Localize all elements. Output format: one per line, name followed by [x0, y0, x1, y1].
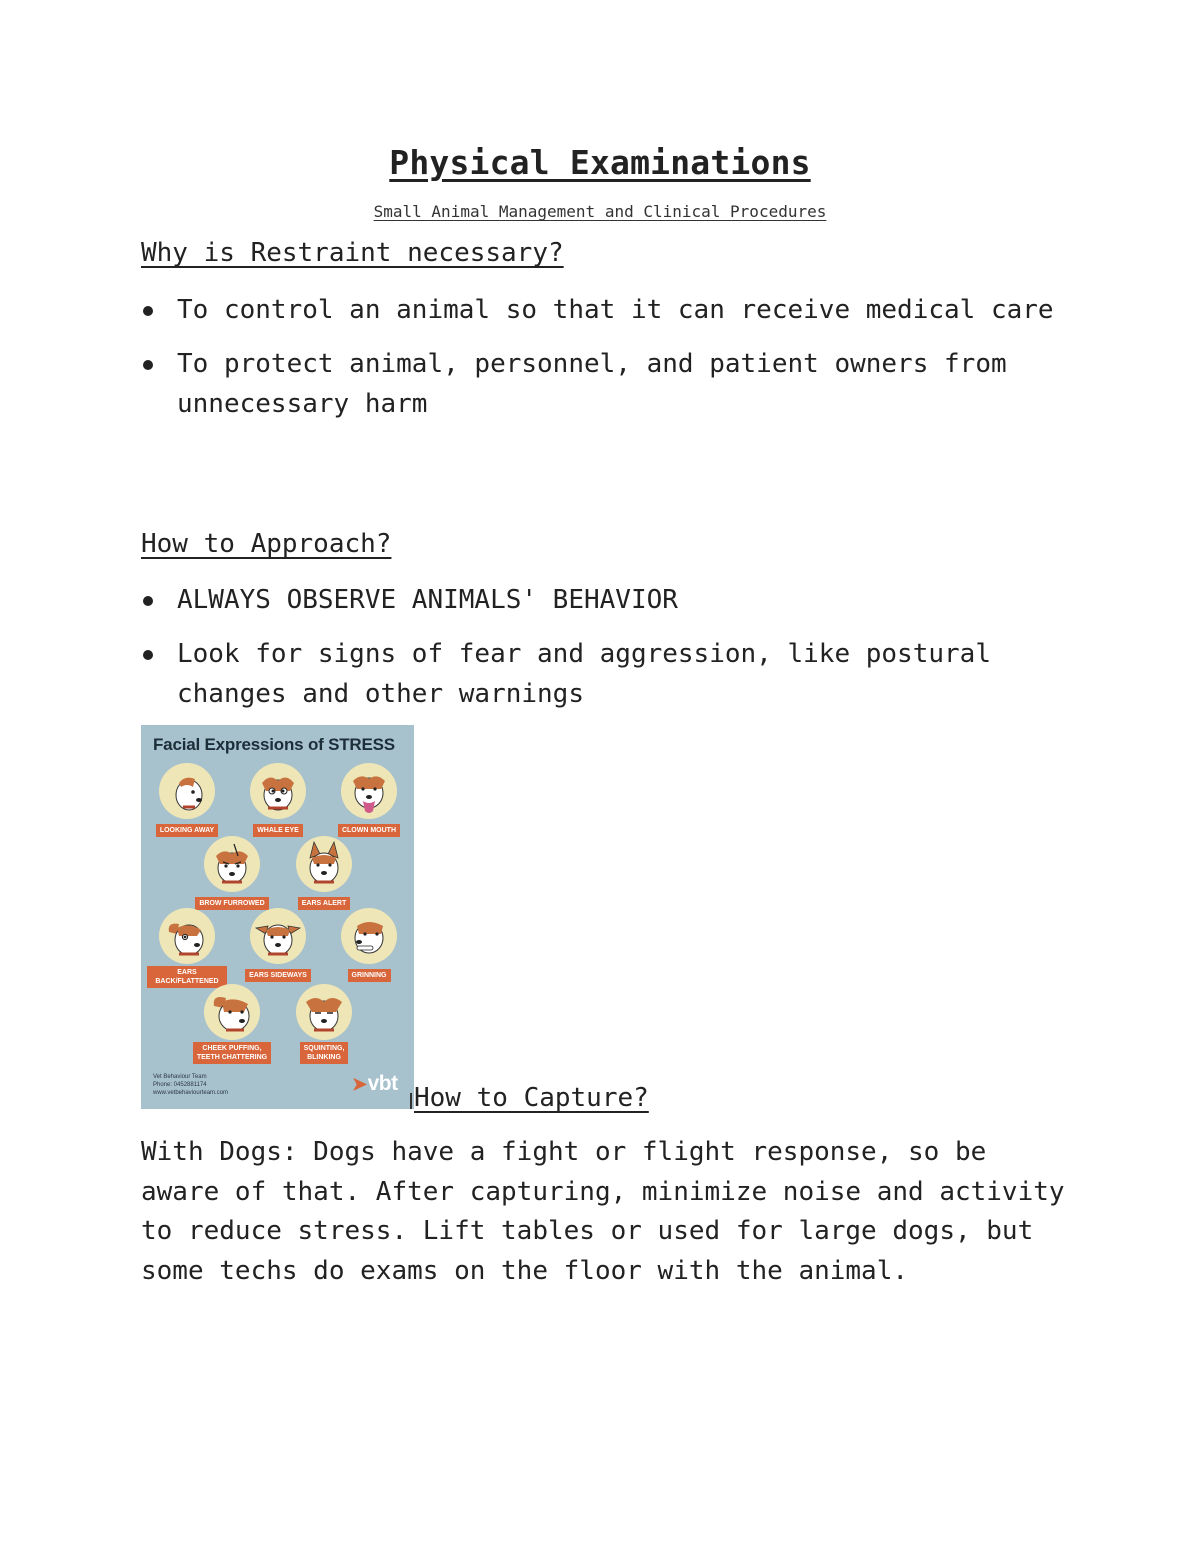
poster-title: Facial Expressions of STRESS — [153, 735, 395, 754]
expression-label: EARS ALERT — [298, 897, 350, 910]
stress-expressions-poster — [141, 725, 414, 1109]
expression-brow-furrowed — [192, 836, 272, 910]
document-title: Physical Examinations — [389, 143, 811, 182]
document-subtitle: Small Animal Management and Clinical Procedures — [373, 202, 827, 221]
expression-clown-mouth — [329, 763, 409, 837]
heading-restraint: Why is Restraint necessary? — [141, 238, 564, 268]
dog-face-icon — [296, 984, 352, 1040]
dog-face-icon — [159, 763, 215, 819]
expression-ears-sideways — [238, 908, 318, 982]
dog-face-icon — [341, 763, 397, 819]
text-cursor — [410, 1093, 412, 1109]
expression-looking-away — [147, 763, 227, 837]
dog-face-icon — [250, 763, 306, 819]
expression-label: CLOWN MOUTH — [338, 824, 400, 837]
expression-grinning — [329, 908, 409, 982]
poster-contact: Vet Behaviour Team Phone: 0452881174 www.vetbehaviourteam.com — [153, 1074, 229, 1096]
expression-label: EARS BACK/FLATTENED — [147, 966, 227, 988]
expression-squinting — [284, 984, 364, 1064]
expression-cheek-puffing — [192, 984, 272, 1064]
dog-face-icon — [250, 908, 306, 964]
list-item: To protect animal, personnel, and patient owners from unnecessary harm — [141, 344, 1081, 424]
carrot-icon: ➤ — [352, 1074, 367, 1094]
bullet-icon — [143, 360, 153, 370]
list-item: To control an animal so that it can receive medical care — [141, 290, 1081, 330]
approach-list — [141, 580, 1081, 728]
heading-capture: How to Capture? — [414, 1083, 649, 1113]
capture-paragraph: With Dogs: Dogs have a fight or flight response, so be aware of that. After capturing, minimize noise and activity to reduce stress. Lift tables or used for large dogs, but some techs do exams on the floor with the animal. — [141, 1137, 1065, 1286]
bullet-icon — [143, 596, 153, 606]
restraint-list — [141, 290, 1081, 438]
list-item: ALWAYS OBSERVE ANIMALS' BEHAVIOR — [141, 580, 1081, 620]
expression-ears-alert — [284, 836, 364, 910]
bullet-icon — [143, 306, 153, 316]
dog-face-icon — [296, 836, 352, 892]
expression-ears-back — [147, 908, 227, 988]
dog-face-icon — [341, 908, 397, 964]
dog-face-icon — [204, 836, 260, 892]
expression-label: SQUINTING, BLINKING — [300, 1042, 349, 1064]
list-item: Look for signs of fear and aggression, like postural changes and other warnings — [141, 634, 1081, 714]
expression-label: GRINNING — [348, 969, 391, 982]
bullet-icon — [143, 650, 153, 660]
expression-label: WHALE EYE — [253, 824, 303, 837]
heading-approach: How to Approach? — [141, 529, 392, 559]
expression-label: CHEEK PUFFING, TEETH CHATTERING — [193, 1042, 271, 1064]
expression-whale-eye — [238, 763, 318, 837]
dog-face-icon — [204, 984, 260, 1040]
dog-face-icon — [159, 908, 215, 964]
expression-label: LOOKING AWAY — [156, 824, 218, 837]
expression-label: EARS SIDEWAYS — [245, 969, 311, 982]
vbt-logo: ➤vbt — [352, 1072, 398, 1095]
expression-label: BROW FURROWED — [195, 897, 268, 910]
